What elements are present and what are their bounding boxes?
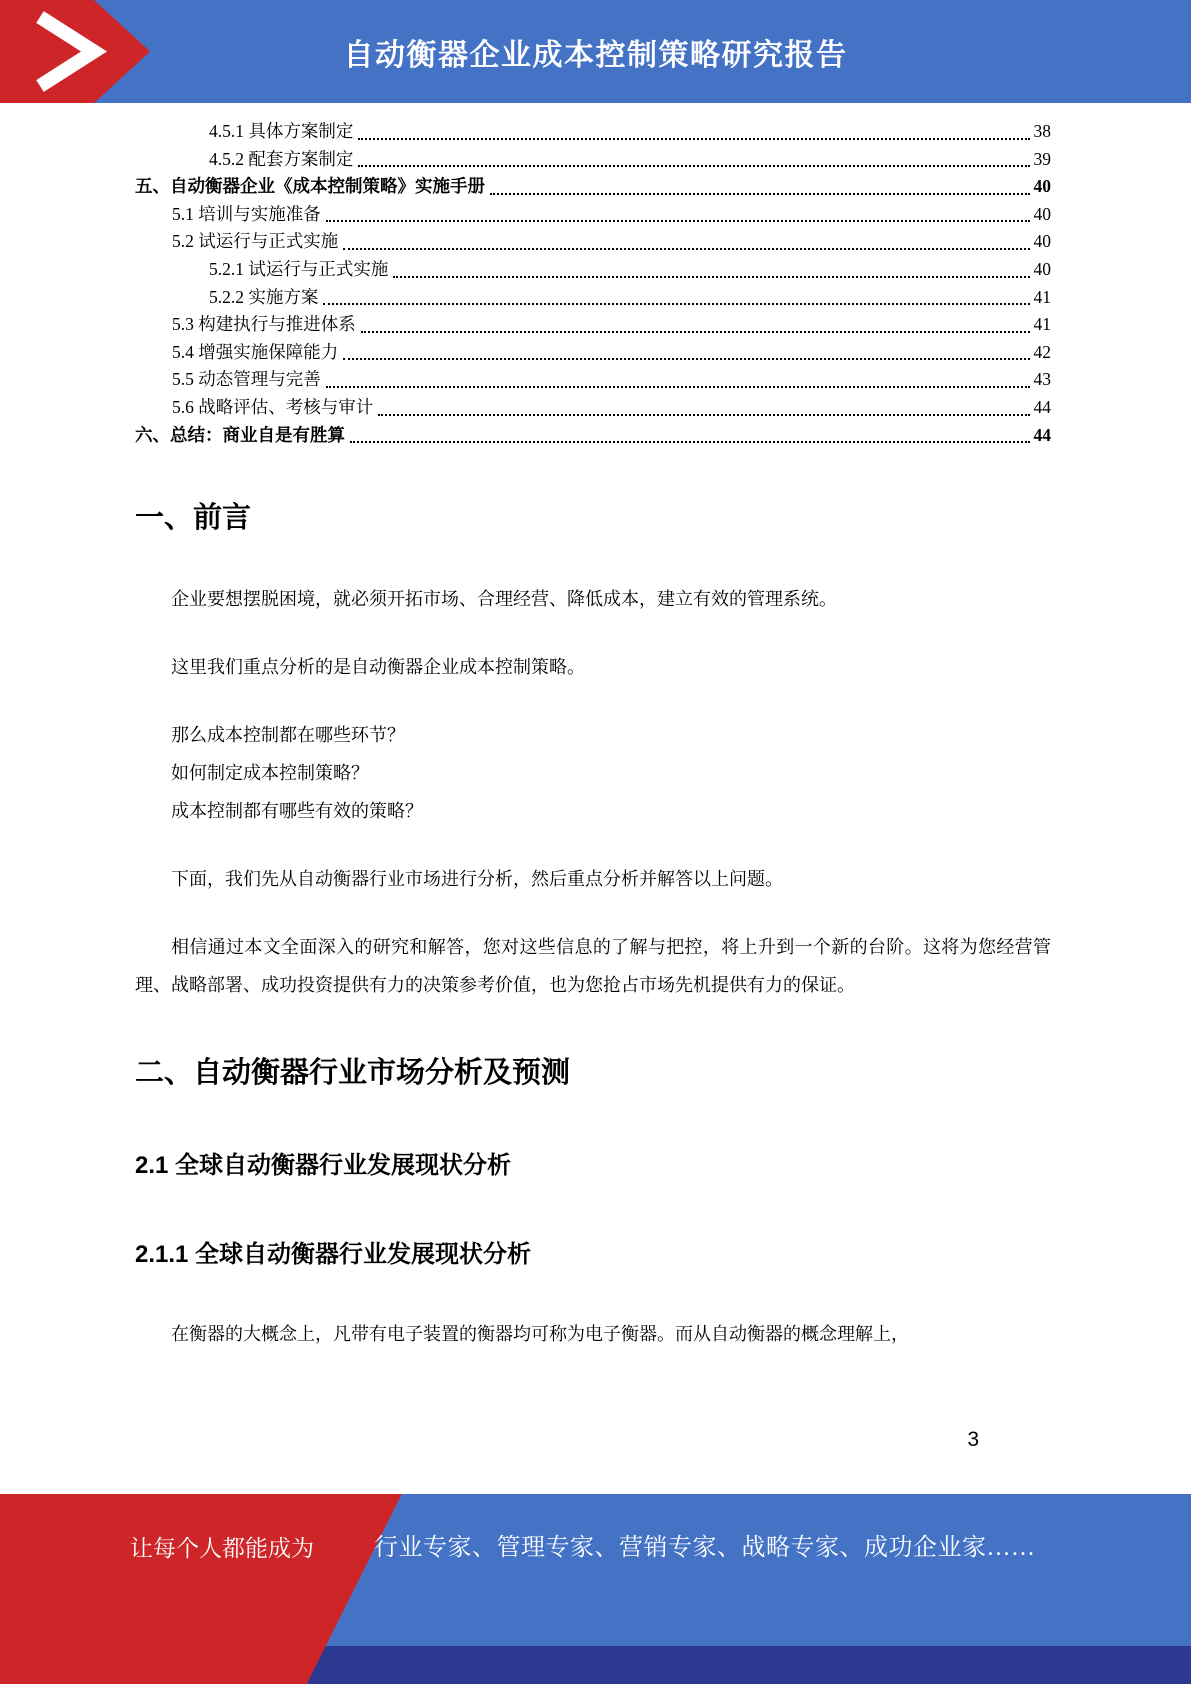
toc-leader-dots [343,248,1029,250]
toc-entry [135,173,1051,201]
toc-leader-dots [378,414,1029,416]
toc-entry [135,118,1051,146]
toc-entry-title: 五、自动衡器企业《成本控制策略》实施手册 [135,176,485,197]
paragraph: 成本控制都有哪些有效的策略？ [171,801,423,822]
toc-entry-title: 5.6 战略评估、考核与审计 [172,396,374,417]
paragraph: 那么成本控制都在哪些环节？ [171,725,405,746]
page-footer-banner [0,1494,1191,1684]
toc-page-number: 44 [1033,396,1051,417]
toc-entry-title: 5.2 试运行与正式实施 [172,231,339,252]
report-title: 自动衡器企业成本控制策略研究报告 [343,38,848,72]
toc-leader-dots [326,386,1030,388]
toc-entry [135,311,1051,339]
toc-entry-title: 六、总结：商业自是有胜算 [135,424,345,445]
toc-entry [135,422,1051,450]
toc-entry-title: 5.2.1 试运行与正式实施 [209,258,389,279]
toc-page-number: 38 [1033,121,1051,141]
paragraph: 下面，我们先从自动衡器行业市场进行分析，然后重点分析并解答以上问题。 [171,869,783,890]
toc-entry [135,146,1051,174]
toc-page-number: 39 [1033,148,1051,169]
toc-page-number: 43 [1033,369,1051,390]
toc-page-number: 40 [1033,203,1051,224]
toc-entry [135,339,1051,367]
toc-leader-dots [358,138,1029,140]
paragraph: 这里我们重点分析的是自动衡器企业成本控制策略。 [171,657,585,678]
page-header-banner [0,0,1191,103]
section-heading: 2.1.1 全球自动衡器行业发展现状分析 [135,1241,532,1269]
toc-entry-title: 5.1 培训与实施准备 [172,203,321,224]
toc-page-number: 40 [1033,258,1051,279]
toc-leader-dots [350,441,1030,443]
toc-entry [135,366,1051,394]
toc-entry-title: 5.3 构建执行与推进体系 [172,314,356,335]
section-heading: 2.1 全球自动衡器行业发展现状分析 [135,1152,512,1180]
toc-entry [135,228,1051,256]
toc-entry-title: 4.5.2 配套方案制定 [209,148,354,169]
toc-leader-dots [343,358,1029,360]
page-number: 3 [967,1428,979,1451]
document-body [135,495,1051,1353]
toc-leader-dots [490,193,1030,195]
toc-page-number: 42 [1033,341,1051,362]
toc-page-number: 41 [1033,314,1051,335]
toc-entry [135,284,1051,312]
footer-slogan-right: 行业专家、管理专家、营销专家、战略专家、成功企业家…… [374,1535,1036,1561]
toc-entry-title: 4.5.1 具体方案制定 [209,121,354,141]
toc-leader-dots [393,276,1029,278]
toc-leader-dots [361,331,1030,333]
paragraph: 相信通过本文全面深入的研究和解答，您对这些信息的了解与把控，将上升到一个新的台阶。这将为您经营管理、战略部署、成功投资提供有力的决策参考价值，也为您抢占市场先机提供有力的保证。 [135,937,1051,996]
paragraph: 如何制定成本控制策略？ [171,763,369,784]
toc-entry [135,201,1051,229]
toc-entry [135,256,1051,284]
table-of-contents [135,118,1051,449]
toc-leader-dots [323,303,1029,305]
toc-entry [135,394,1051,422]
toc-page-number: 40 [1033,176,1051,197]
paragraph: 在衡器的大概念上，凡带有电子装置的衡器均可称为电子衡器。而从自动衡器的概念理解上， [171,1324,909,1345]
toc-entry-title: 5.4 增强实施保障能力 [172,341,339,362]
toc-entry-title: 5.5 动态管理与完善 [172,369,321,390]
toc-page-number: 41 [1033,286,1051,307]
toc-page-number: 44 [1033,424,1051,445]
footer-slogan-left: 让每个人都能成为 [130,1535,314,1561]
page-content [135,118,1051,1383]
toc-page-number: 40 [1033,231,1051,252]
toc-entry-title: 5.2.2 实施方案 [209,286,319,307]
section-heading: 二、自动衡器行业市场分析及预测 [135,1057,571,1090]
toc-leader-dots [358,165,1029,167]
section-heading: 一、前言 [135,502,252,535]
toc-leader-dots [326,220,1030,222]
paragraph: 企业要想摆脱困境，就必须开拓市场、合理经营、降低成本，建立有效的管理系统。 [171,589,837,610]
